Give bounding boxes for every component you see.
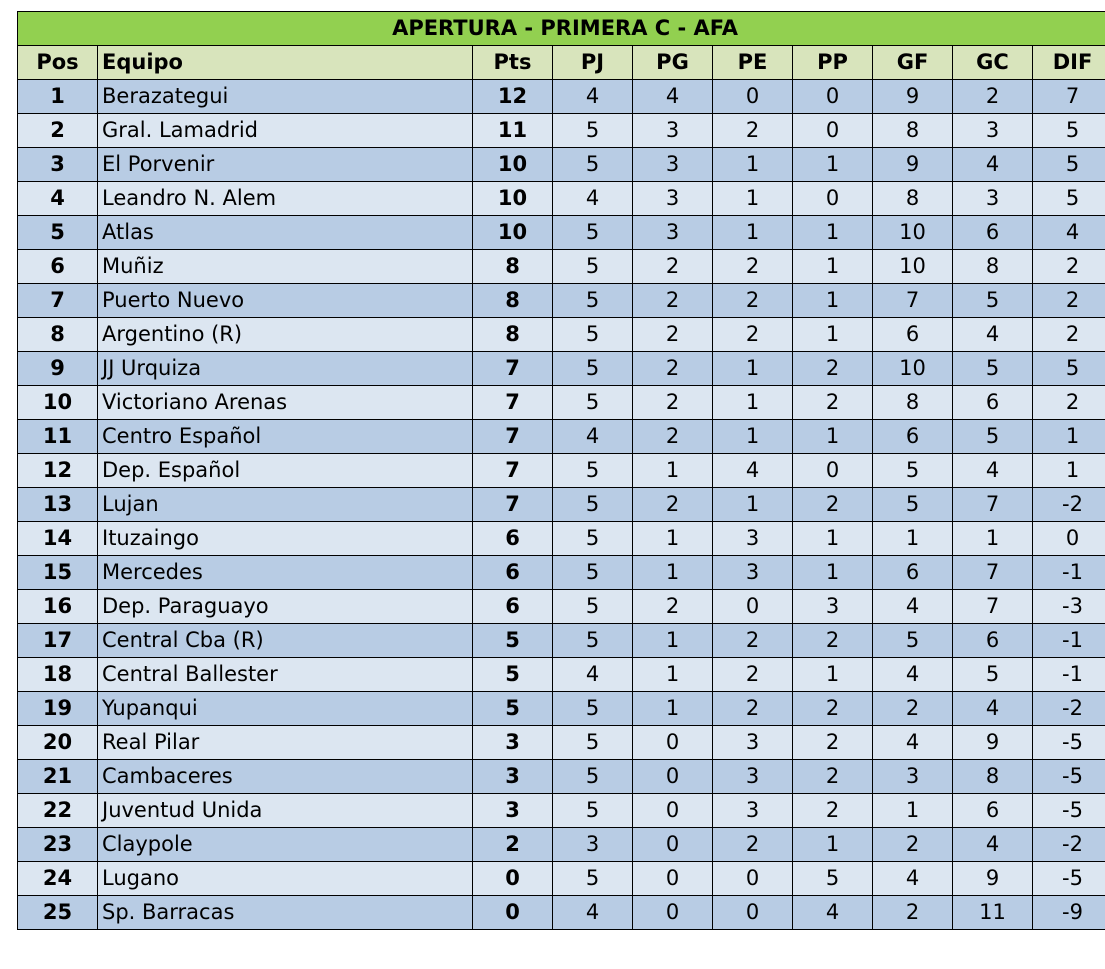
played-cell: 4 (553, 182, 633, 216)
table-row (18, 760, 1105, 794)
table-row (18, 488, 1105, 522)
table-row (18, 590, 1105, 624)
points-cell: 5 (473, 624, 553, 658)
position-cell: 25 (18, 896, 98, 930)
drawn-cell: 0 (713, 862, 793, 896)
drawn-cell: 3 (713, 726, 793, 760)
drawn-cell: 2 (713, 692, 793, 726)
position-cell: 5 (18, 216, 98, 250)
goals-against-cell: 5 (953, 284, 1033, 318)
goals-for-cell: 4 (873, 862, 953, 896)
goal-difference-cell: 4 (1033, 216, 1105, 250)
team-name-cell: El Porvenir (98, 148, 473, 182)
column-header-pj: PJ (553, 46, 633, 80)
drawn-cell: 1 (713, 352, 793, 386)
points-cell: 2 (473, 828, 553, 862)
played-cell: 5 (553, 556, 633, 590)
position-cell: 1 (18, 80, 98, 114)
team-name-cell: Mercedes (98, 556, 473, 590)
column-header-pts: Pts (473, 46, 553, 80)
goals-against-cell: 4 (953, 692, 1033, 726)
won-cell: 0 (633, 794, 713, 828)
won-cell: 3 (633, 114, 713, 148)
team-name-cell: Central Ballester (98, 658, 473, 692)
goals-against-cell: 5 (953, 658, 1033, 692)
points-cell: 8 (473, 318, 553, 352)
team-name-cell: Gral. Lamadrid (98, 114, 473, 148)
played-cell: 4 (553, 80, 633, 114)
goal-difference-cell: -2 (1033, 488, 1105, 522)
standings-table (17, 11, 1105, 930)
table-row (18, 114, 1105, 148)
position-cell: 15 (18, 556, 98, 590)
position-cell: 17 (18, 624, 98, 658)
goal-difference-cell: -5 (1033, 726, 1105, 760)
goal-difference-cell: 1 (1033, 420, 1105, 454)
drawn-cell: 2 (713, 284, 793, 318)
lost-cell: 1 (793, 250, 873, 284)
goals-against-cell: 6 (953, 624, 1033, 658)
goals-for-cell: 6 (873, 420, 953, 454)
goals-for-cell: 9 (873, 148, 953, 182)
won-cell: 4 (633, 80, 713, 114)
points-cell: 7 (473, 352, 553, 386)
played-cell: 5 (553, 148, 633, 182)
goal-difference-cell: 5 (1033, 182, 1105, 216)
goals-for-cell: 6 (873, 556, 953, 590)
goals-for-cell: 2 (873, 828, 953, 862)
position-cell: 7 (18, 284, 98, 318)
table-row (18, 522, 1105, 556)
table-row (18, 182, 1105, 216)
won-cell: 2 (633, 250, 713, 284)
position-cell: 16 (18, 590, 98, 624)
goals-against-cell: 6 (953, 386, 1033, 420)
goals-against-cell: 4 (953, 828, 1033, 862)
drawn-cell: 2 (713, 250, 793, 284)
lost-cell: 0 (793, 80, 873, 114)
lost-cell: 1 (793, 420, 873, 454)
table-row (18, 658, 1105, 692)
goals-against-cell: 3 (953, 182, 1033, 216)
team-name-cell: Claypole (98, 828, 473, 862)
table-row (18, 794, 1105, 828)
drawn-cell: 2 (713, 318, 793, 352)
won-cell: 2 (633, 590, 713, 624)
goals-for-cell: 3 (873, 760, 953, 794)
table-row (18, 420, 1105, 454)
drawn-cell: 2 (713, 114, 793, 148)
played-cell: 5 (553, 726, 633, 760)
position-cell: 12 (18, 454, 98, 488)
won-cell: 2 (633, 386, 713, 420)
won-cell: 2 (633, 488, 713, 522)
won-cell: 1 (633, 522, 713, 556)
team-name-cell: Cambaceres (98, 760, 473, 794)
goal-difference-cell: 2 (1033, 284, 1105, 318)
points-cell: 11 (473, 114, 553, 148)
goals-against-cell: 8 (953, 760, 1033, 794)
played-cell: 5 (553, 488, 633, 522)
won-cell: 0 (633, 760, 713, 794)
team-name-cell: Victoriano Arenas (98, 386, 473, 420)
points-cell: 0 (473, 862, 553, 896)
team-name-cell: Berazategui (98, 80, 473, 114)
position-cell: 20 (18, 726, 98, 760)
played-cell: 3 (553, 828, 633, 862)
table-row (18, 352, 1105, 386)
points-cell: 8 (473, 284, 553, 318)
goal-difference-cell: 2 (1033, 250, 1105, 284)
won-cell: 1 (633, 624, 713, 658)
points-cell: 5 (473, 658, 553, 692)
won-cell: 2 (633, 352, 713, 386)
table-row (18, 862, 1105, 896)
lost-cell: 1 (793, 148, 873, 182)
drawn-cell: 3 (713, 556, 793, 590)
points-cell: 7 (473, 386, 553, 420)
won-cell: 0 (633, 726, 713, 760)
table-row (18, 556, 1105, 590)
goal-difference-cell: -5 (1033, 862, 1105, 896)
goals-against-cell: 5 (953, 352, 1033, 386)
goals-for-cell: 4 (873, 658, 953, 692)
won-cell: 3 (633, 216, 713, 250)
goals-against-cell: 7 (953, 488, 1033, 522)
goal-difference-cell: -1 (1033, 556, 1105, 590)
goals-against-cell: 4 (953, 148, 1033, 182)
team-name-cell: Lujan (98, 488, 473, 522)
drawn-cell: 2 (713, 658, 793, 692)
lost-cell: 0 (793, 182, 873, 216)
team-name-cell: Ituzaingo (98, 522, 473, 556)
goal-difference-cell: -3 (1033, 590, 1105, 624)
points-cell: 5 (473, 692, 553, 726)
goal-difference-cell: 0 (1033, 522, 1105, 556)
played-cell: 5 (553, 862, 633, 896)
played-cell: 5 (553, 522, 633, 556)
goal-difference-cell: -5 (1033, 794, 1105, 828)
drawn-cell: 4 (713, 454, 793, 488)
lost-cell: 1 (793, 318, 873, 352)
team-name-cell: Puerto Nuevo (98, 284, 473, 318)
goals-against-cell: 6 (953, 794, 1033, 828)
drawn-cell: 1 (713, 216, 793, 250)
lost-cell: 4 (793, 896, 873, 930)
position-cell: 19 (18, 692, 98, 726)
played-cell: 4 (553, 658, 633, 692)
points-cell: 3 (473, 760, 553, 794)
column-header-team: Equipo (98, 46, 473, 80)
position-cell: 14 (18, 522, 98, 556)
goals-for-cell: 6 (873, 318, 953, 352)
lost-cell: 1 (793, 522, 873, 556)
header-row (18, 46, 1105, 80)
goal-difference-cell: -2 (1033, 828, 1105, 862)
played-cell: 5 (553, 114, 633, 148)
won-cell: 2 (633, 284, 713, 318)
goals-against-cell: 4 (953, 318, 1033, 352)
drawn-cell: 0 (713, 896, 793, 930)
team-name-cell: Sp. Barracas (98, 896, 473, 930)
lost-cell: 2 (793, 794, 873, 828)
goals-for-cell: 7 (873, 284, 953, 318)
position-cell: 4 (18, 182, 98, 216)
lost-cell: 3 (793, 590, 873, 624)
goals-against-cell: 6 (953, 216, 1033, 250)
goals-against-cell: 8 (953, 250, 1033, 284)
won-cell: 1 (633, 556, 713, 590)
played-cell: 5 (553, 760, 633, 794)
played-cell: 5 (553, 352, 633, 386)
won-cell: 1 (633, 692, 713, 726)
team-name-cell: Central Cba (R) (98, 624, 473, 658)
drawn-cell: 3 (713, 794, 793, 828)
won-cell: 1 (633, 454, 713, 488)
team-name-cell: Dep. Paraguayo (98, 590, 473, 624)
column-header-dif: DIF (1033, 46, 1105, 80)
goals-for-cell: 5 (873, 624, 953, 658)
goal-difference-cell: 2 (1033, 318, 1105, 352)
goals-for-cell: 8 (873, 114, 953, 148)
drawn-cell: 1 (713, 488, 793, 522)
table-row (18, 726, 1105, 760)
goals-for-cell: 5 (873, 454, 953, 488)
lost-cell: 1 (793, 658, 873, 692)
points-cell: 3 (473, 794, 553, 828)
goals-for-cell: 5 (873, 488, 953, 522)
goals-for-cell: 10 (873, 250, 953, 284)
drawn-cell: 3 (713, 760, 793, 794)
goals-against-cell: 9 (953, 726, 1033, 760)
goal-difference-cell: -1 (1033, 624, 1105, 658)
drawn-cell: 2 (713, 828, 793, 862)
team-name-cell: Atlas (98, 216, 473, 250)
played-cell: 5 (553, 590, 633, 624)
team-name-cell: Argentino (R) (98, 318, 473, 352)
column-header-gc: GC (953, 46, 1033, 80)
position-cell: 6 (18, 250, 98, 284)
played-cell: 5 (553, 624, 633, 658)
points-cell: 7 (473, 488, 553, 522)
played-cell: 5 (553, 250, 633, 284)
position-cell: 22 (18, 794, 98, 828)
position-cell: 8 (18, 318, 98, 352)
points-cell: 0 (473, 896, 553, 930)
team-name-cell: Dep. Español (98, 454, 473, 488)
lost-cell: 1 (793, 556, 873, 590)
played-cell: 5 (553, 454, 633, 488)
goals-for-cell: 4 (873, 726, 953, 760)
column-header-pe: PE (713, 46, 793, 80)
team-name-cell: Real Pilar (98, 726, 473, 760)
lost-cell: 0 (793, 114, 873, 148)
drawn-cell: 0 (713, 590, 793, 624)
goals-against-cell: 9 (953, 862, 1033, 896)
points-cell: 10 (473, 182, 553, 216)
won-cell: 3 (633, 148, 713, 182)
goal-difference-cell: 7 (1033, 80, 1105, 114)
points-cell: 7 (473, 420, 553, 454)
played-cell: 5 (553, 692, 633, 726)
goals-for-cell: 1 (873, 794, 953, 828)
table-row (18, 896, 1105, 930)
position-cell: 11 (18, 420, 98, 454)
lost-cell: 1 (793, 216, 873, 250)
points-cell: 10 (473, 216, 553, 250)
position-cell: 18 (18, 658, 98, 692)
played-cell: 5 (553, 794, 633, 828)
team-name-cell: Yupanqui (98, 692, 473, 726)
lost-cell: 5 (793, 862, 873, 896)
won-cell: 2 (633, 318, 713, 352)
goals-against-cell: 7 (953, 590, 1033, 624)
table-title: APERTURA - PRIMERA C - AFA (18, 12, 1105, 46)
table-row (18, 250, 1105, 284)
drawn-cell: 1 (713, 148, 793, 182)
column-header-pos: Pos (18, 46, 98, 80)
table-row (18, 692, 1105, 726)
drawn-cell: 2 (713, 624, 793, 658)
drawn-cell: 1 (713, 420, 793, 454)
goals-for-cell: 10 (873, 216, 953, 250)
points-cell: 10 (473, 148, 553, 182)
table-row (18, 148, 1105, 182)
points-cell: 6 (473, 590, 553, 624)
position-cell: 2 (18, 114, 98, 148)
table-row (18, 216, 1105, 250)
column-header-pg: PG (633, 46, 713, 80)
standings-body (18, 80, 1105, 930)
goal-difference-cell: 2 (1033, 386, 1105, 420)
played-cell: 4 (553, 896, 633, 930)
column-header-gf: GF (873, 46, 953, 80)
column-header-pp: PP (793, 46, 873, 80)
won-cell: 2 (633, 420, 713, 454)
lost-cell: 1 (793, 284, 873, 318)
table-row (18, 828, 1105, 862)
goals-against-cell: 1 (953, 522, 1033, 556)
table-row (18, 624, 1105, 658)
goal-difference-cell: -2 (1033, 692, 1105, 726)
team-name-cell: Muñiz (98, 250, 473, 284)
points-cell: 3 (473, 726, 553, 760)
lost-cell: 2 (793, 352, 873, 386)
lost-cell: 2 (793, 760, 873, 794)
team-name-cell: Juventud Unida (98, 794, 473, 828)
played-cell: 5 (553, 216, 633, 250)
points-cell: 7 (473, 454, 553, 488)
goals-for-cell: 2 (873, 896, 953, 930)
goal-difference-cell: 5 (1033, 114, 1105, 148)
position-cell: 13 (18, 488, 98, 522)
goals-for-cell: 2 (873, 692, 953, 726)
position-cell: 24 (18, 862, 98, 896)
lost-cell: 2 (793, 488, 873, 522)
goals-for-cell: 8 (873, 386, 953, 420)
position-cell: 10 (18, 386, 98, 420)
lost-cell: 1 (793, 828, 873, 862)
drawn-cell: 3 (713, 522, 793, 556)
lost-cell: 2 (793, 692, 873, 726)
goal-difference-cell: 1 (1033, 454, 1105, 488)
points-cell: 6 (473, 556, 553, 590)
lost-cell: 2 (793, 386, 873, 420)
goals-against-cell: 3 (953, 114, 1033, 148)
position-cell: 21 (18, 760, 98, 794)
table-row (18, 80, 1105, 114)
position-cell: 9 (18, 352, 98, 386)
won-cell: 3 (633, 182, 713, 216)
played-cell: 5 (553, 386, 633, 420)
team-name-cell: Leandro N. Alem (98, 182, 473, 216)
won-cell: 1 (633, 658, 713, 692)
team-name-cell: JJ Urquiza (98, 352, 473, 386)
drawn-cell: 0 (713, 80, 793, 114)
goals-against-cell: 5 (953, 420, 1033, 454)
goals-for-cell: 8 (873, 182, 953, 216)
goal-difference-cell: -5 (1033, 760, 1105, 794)
goal-difference-cell: 5 (1033, 352, 1105, 386)
goal-difference-cell: 5 (1033, 148, 1105, 182)
lost-cell: 0 (793, 454, 873, 488)
table-row (18, 454, 1105, 488)
won-cell: 0 (633, 896, 713, 930)
goals-for-cell: 4 (873, 590, 953, 624)
played-cell: 5 (553, 284, 633, 318)
won-cell: 0 (633, 828, 713, 862)
lost-cell: 2 (793, 726, 873, 760)
points-cell: 12 (473, 80, 553, 114)
goals-against-cell: 2 (953, 80, 1033, 114)
team-name-cell: Centro Español (98, 420, 473, 454)
goals-against-cell: 11 (953, 896, 1033, 930)
drawn-cell: 1 (713, 182, 793, 216)
played-cell: 4 (553, 420, 633, 454)
goals-against-cell: 7 (953, 556, 1033, 590)
goals-for-cell: 10 (873, 352, 953, 386)
team-name-cell: Lugano (98, 862, 473, 896)
table-row (18, 386, 1105, 420)
title-row (18, 12, 1105, 46)
points-cell: 8 (473, 250, 553, 284)
lost-cell: 2 (793, 624, 873, 658)
standings-table-container (17, 11, 1105, 930)
points-cell: 6 (473, 522, 553, 556)
goals-for-cell: 9 (873, 80, 953, 114)
won-cell: 0 (633, 862, 713, 896)
goals-for-cell: 1 (873, 522, 953, 556)
played-cell: 5 (553, 318, 633, 352)
position-cell: 3 (18, 148, 98, 182)
goals-against-cell: 4 (953, 454, 1033, 488)
drawn-cell: 1 (713, 386, 793, 420)
goal-difference-cell: -1 (1033, 658, 1105, 692)
table-row (18, 318, 1105, 352)
goal-difference-cell: -9 (1033, 896, 1105, 930)
table-row (18, 284, 1105, 318)
position-cell: 23 (18, 828, 98, 862)
